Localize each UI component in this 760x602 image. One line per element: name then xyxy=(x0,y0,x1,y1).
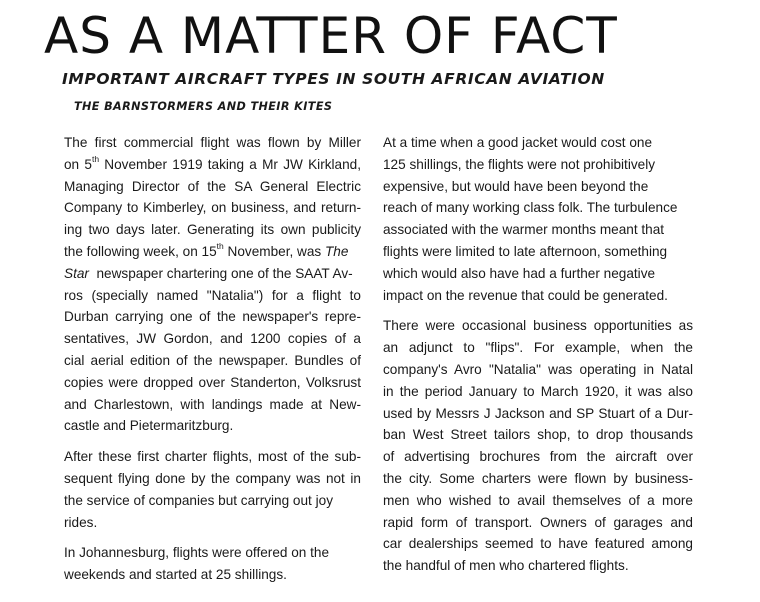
paragraph-gap xyxy=(383,306,693,315)
paragraph-gap xyxy=(64,533,361,542)
text-line: men who wished to avail themselves of a more xyxy=(383,492,693,508)
article-column-right xyxy=(383,132,693,577)
text-run: on 5 xyxy=(64,156,92,172)
superscript: th xyxy=(216,241,224,252)
text-line: used by Messrs J Jackson and SP Stuart of a Dur- xyxy=(383,405,693,421)
italic-text: The xyxy=(325,243,349,259)
text-line: weekends and started at 25 shillings. xyxy=(64,567,287,583)
text-line: rapid form of transport. Owners of garages and xyxy=(383,514,693,530)
text-line: ros (specially named "Natalia") for a flight to xyxy=(64,287,361,303)
text-line: the city. Some charters were flown by business- xyxy=(383,470,693,486)
text-run: the following week, on 15 xyxy=(64,243,217,259)
text-line: ban West Street tailors shop, to drop thousands xyxy=(383,427,693,443)
text-line: expensive, but would have been beyond the xyxy=(383,178,649,194)
text-line: sentatives, JW Gordon, and 1200 copies of a xyxy=(64,331,361,347)
text-line: and Charlestown, with landings made at New- xyxy=(64,396,361,412)
text-line: in the period January to March 1920, it was also xyxy=(383,383,693,399)
text-line: the service of companies but carrying out joy xyxy=(64,492,333,508)
page-title: AS A MATTER OF FACT xyxy=(44,7,618,65)
text-line: impact on the revenue that could be generated. xyxy=(383,287,668,303)
text-line: 125 shillings, the flights were not prohibitively xyxy=(383,156,656,172)
text-line: In Johannesburg, flights were offered on the xyxy=(64,545,330,561)
superscript: th xyxy=(91,154,100,165)
paragraph xyxy=(383,132,693,306)
text-line: There were occasional business opportunities as xyxy=(383,318,693,334)
text-line: reach of many working class folk. The turbulence xyxy=(383,200,678,216)
paragraph xyxy=(64,542,361,586)
italic-text: Star xyxy=(64,265,89,281)
paragraph xyxy=(64,446,361,533)
text-line: The first commercial flight was flown by Miller xyxy=(64,135,361,150)
text-line: sequent flying done by the company was not in xyxy=(64,470,361,486)
text-line: ing two days later. Generating its own publicity xyxy=(64,222,361,238)
text-line xyxy=(64,241,361,263)
text-line: Durban carrying one of the newspaper's repre- xyxy=(64,309,361,325)
text-run: newspaper chartering one of the SAAT Av- xyxy=(88,265,353,281)
text-line: the handful of men who chartered flights. xyxy=(383,558,629,574)
page-subtitle: IMPORTANT AIRCRAFT TYPES IN SOUTH AFRICAN AVIATION xyxy=(62,70,605,88)
text-line: rides. xyxy=(64,514,98,530)
text-line: After these first charter flights, most of the sub- xyxy=(64,449,361,465)
text-line: associated with the warmer months meant that xyxy=(383,222,665,238)
text-run: November, was xyxy=(223,243,325,259)
text-line: company's Avro "Natalia" was operating in Natal xyxy=(383,361,693,377)
text-run: November 1919 taking a Mr JW Kirkland, xyxy=(99,156,361,172)
paragraph xyxy=(383,315,693,577)
text-line xyxy=(64,154,361,176)
text-line xyxy=(64,263,361,285)
text-line: Company to Kimberley, on business, and return- xyxy=(64,200,361,216)
text-line: flights were limited to late afternoon, something xyxy=(383,243,668,259)
text-line: car dealerships seemed to have featured among xyxy=(383,536,693,552)
text-line: an adjunct to "flips". For example, when the xyxy=(383,340,693,356)
text-line: cial aerial edition of the newspaper. Bundles of xyxy=(64,352,361,368)
paragraph-gap xyxy=(64,437,361,446)
text-line: of advertising brochures from the aircraft over xyxy=(383,449,693,465)
text-line: copies were dropped over Standerton, Volksrust xyxy=(64,374,361,390)
text-line: At a time when a good jacket would cost one xyxy=(383,135,653,150)
text-line: castle and Pietermaritzburg. xyxy=(64,418,234,434)
section-heading: THE BARNSTORMERS AND THEIR KITES xyxy=(74,100,333,113)
text-line: which would also have had a further negative xyxy=(383,265,656,281)
paragraph xyxy=(64,132,361,437)
article-column-left xyxy=(64,132,361,586)
text-line: Managing Director of the SA General Electric xyxy=(64,178,361,194)
